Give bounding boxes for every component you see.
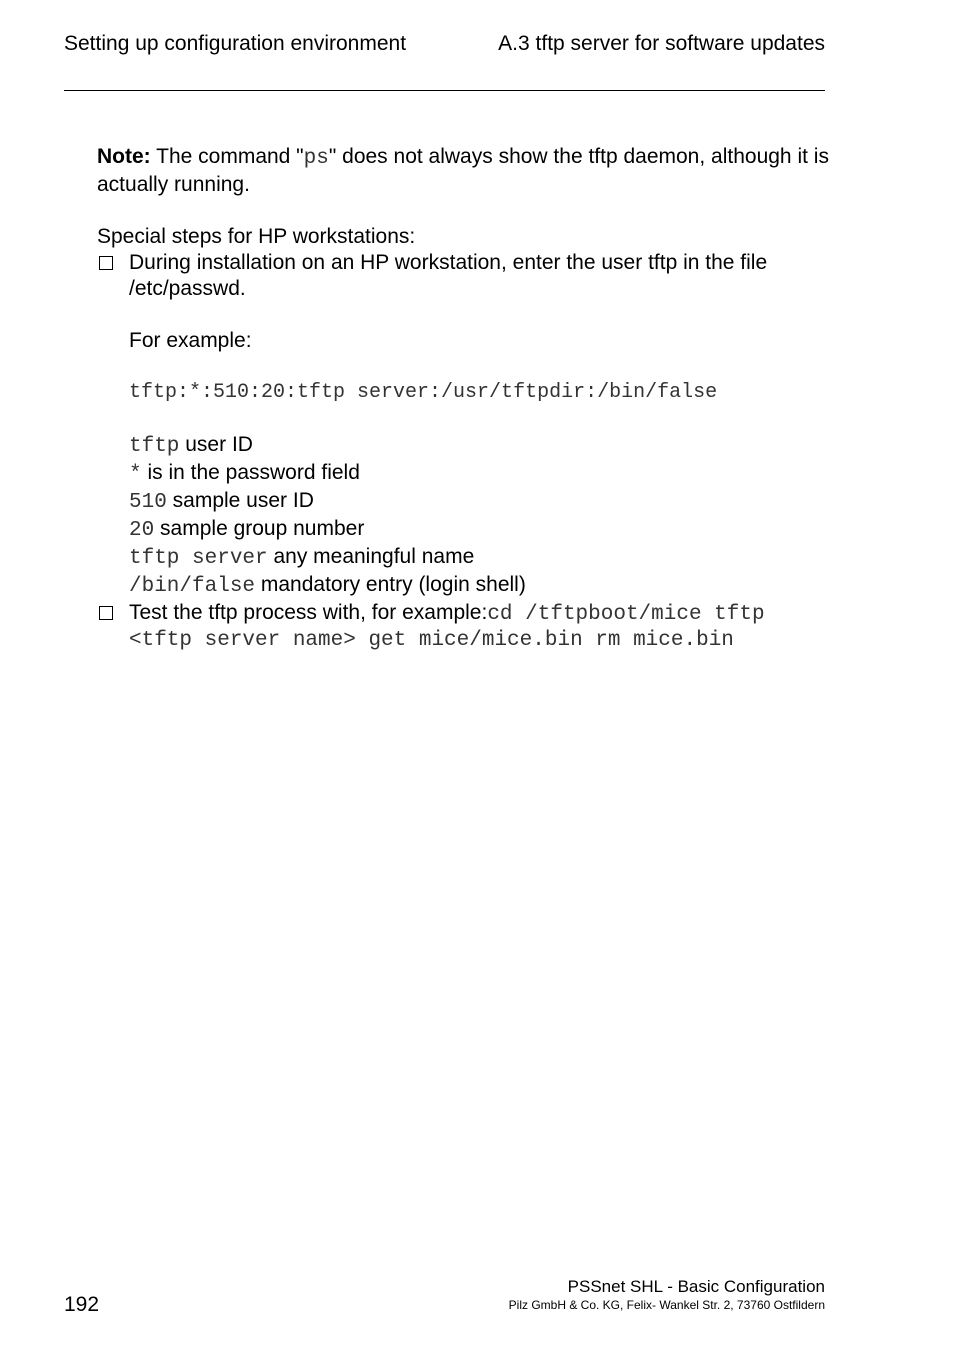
note-paragraph: [97, 144, 837, 198]
note-command: ps: [303, 147, 329, 170]
field-item: [129, 516, 837, 544]
for-example-label: For example:: [129, 329, 252, 352]
field-item: [129, 488, 837, 516]
header-section: A.3 tftp server for software updates: [498, 32, 825, 55]
field-list: [97, 432, 837, 600]
field-code: tftp server: [129, 547, 268, 570]
passwd-example-line: tftp:*:510:20:tftp server:/usr/tftpdir:/bin/false: [129, 381, 718, 404]
field-desc: user ID: [179, 433, 253, 456]
step2-code-line2: <tftp server name> get mice/mice.bin rm mice.bin: [129, 629, 734, 652]
header-divider: [64, 90, 825, 91]
footer-doc-title: PSSnet SHL - Basic Configuration: [567, 1277, 825, 1296]
page-header: [64, 30, 825, 64]
field-code: 510: [129, 491, 167, 514]
field-code: *: [129, 463, 142, 486]
footer-address: Pilz GmbH & Co. KG, Felix- Wankel Str. 2, 73760 Ostfildern: [508, 1298, 825, 1312]
page-footer: [509, 1277, 825, 1313]
step1-text: During installation on an HP workstation, enter the user tftp in the file /etc/passwd.: [129, 251, 768, 300]
main-content: [97, 144, 837, 654]
step2-item: [97, 600, 837, 654]
field-desc: sample group number: [154, 517, 365, 540]
step2-code-line1: cd /tftpboot/mice tftp: [487, 603, 765, 626]
field-item: [129, 460, 837, 488]
field-desc: sample user ID: [166, 489, 314, 512]
checkbox-bullet-icon: [99, 256, 113, 270]
field-code: 20: [129, 519, 155, 542]
note-label: Note:: [97, 145, 151, 168]
checkbox-bullet-icon: [99, 606, 113, 620]
field-desc: any meaningful name: [267, 545, 475, 568]
field-code: tftp: [129, 435, 180, 458]
field-item: [129, 544, 837, 572]
field-desc: mandatory entry (login shell): [255, 573, 526, 596]
field-desc: is in the password field: [141, 461, 360, 484]
step2-text: Test the tftp process with, for example:: [129, 601, 488, 624]
field-item: [129, 432, 837, 460]
field-code: /bin/false: [129, 575, 256, 598]
header-chapter: Setting up configuration environment: [64, 32, 407, 55]
field-item: [129, 572, 837, 600]
special-steps-heading: Special steps for HP workstations:: [97, 225, 416, 248]
note-text-before: The command ": [150, 145, 304, 168]
page-number: 192: [64, 1293, 100, 1316]
step1-item: [97, 250, 837, 302]
note-text-after: " does not always show the tftp daemon, although it is actually running.: [97, 145, 829, 196]
